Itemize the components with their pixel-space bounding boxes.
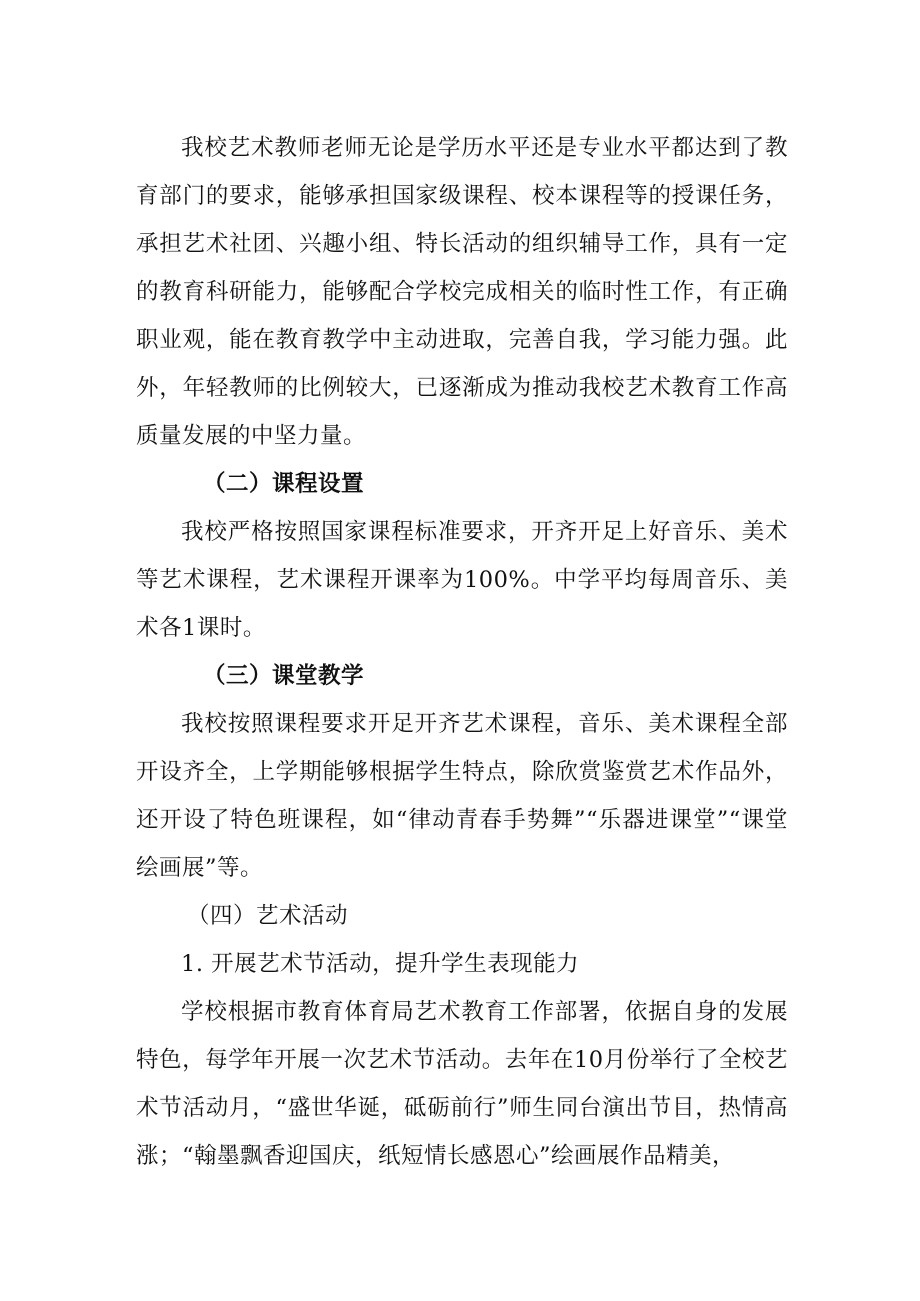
heading-course-setup: （二）课程设置 (203, 471, 365, 497)
heading-classroom-teaching: （三）课堂教学 (203, 663, 365, 689)
document-body (136, 124, 788, 1180)
heading-art-activities: （四）艺术活动 (187, 903, 349, 929)
paragraph-classroom-teaching: 我校按照课程要求开足开齐艺术课程，音乐、美术课程全部开设齐全，上学期能够根据学生特点，除欣赏鉴赏艺术作品外，还开设了特色班课程，如“律动青春手势舞”“乐器进课堂”“课堂绘画展”等。 (136, 711, 788, 881)
paragraph-teachers: 我校艺术教师老师无论是学历水平还是专业水平都达到了教育部门的要求，能够承担国家级课程、校本课程等的授课任务，承担艺术社团、兴趣小组、特长活动的组织辅导工作，具有一定的教育科研能力，能够配合学校完成相关的临时性工作，有正确职业观，能在教育教学中主动进取，完善自我，学习能力强。此外，年轻教师的比例较大，已逐渐成为推动我校艺术教育工作高质量发展的中坚力量。 (136, 135, 788, 449)
paragraph-course-setup: 我校严格按照国家课程标准要求，开齐开足上好音乐、美术等艺术课程，艺术课程开课率为100%。中学平均每周音乐、美术各1课时。 (136, 519, 788, 641)
subheading-art-festival: 1. 开展艺术节活动，提升学生表现能力 (181, 951, 580, 977)
paragraph-art-festival: 学校根据市教育体育局艺术教育工作部署，依据自身的发展特色，每学年开展一次艺术节活动。去年在10月份举行了全校艺术节活动月，“盛世华诞，砥砺前行”师生同台演出节目，热情高涨；“翰墨飘香迎国庆，纸短情长感恩心”绘画展作品精美， (136, 999, 788, 1169)
